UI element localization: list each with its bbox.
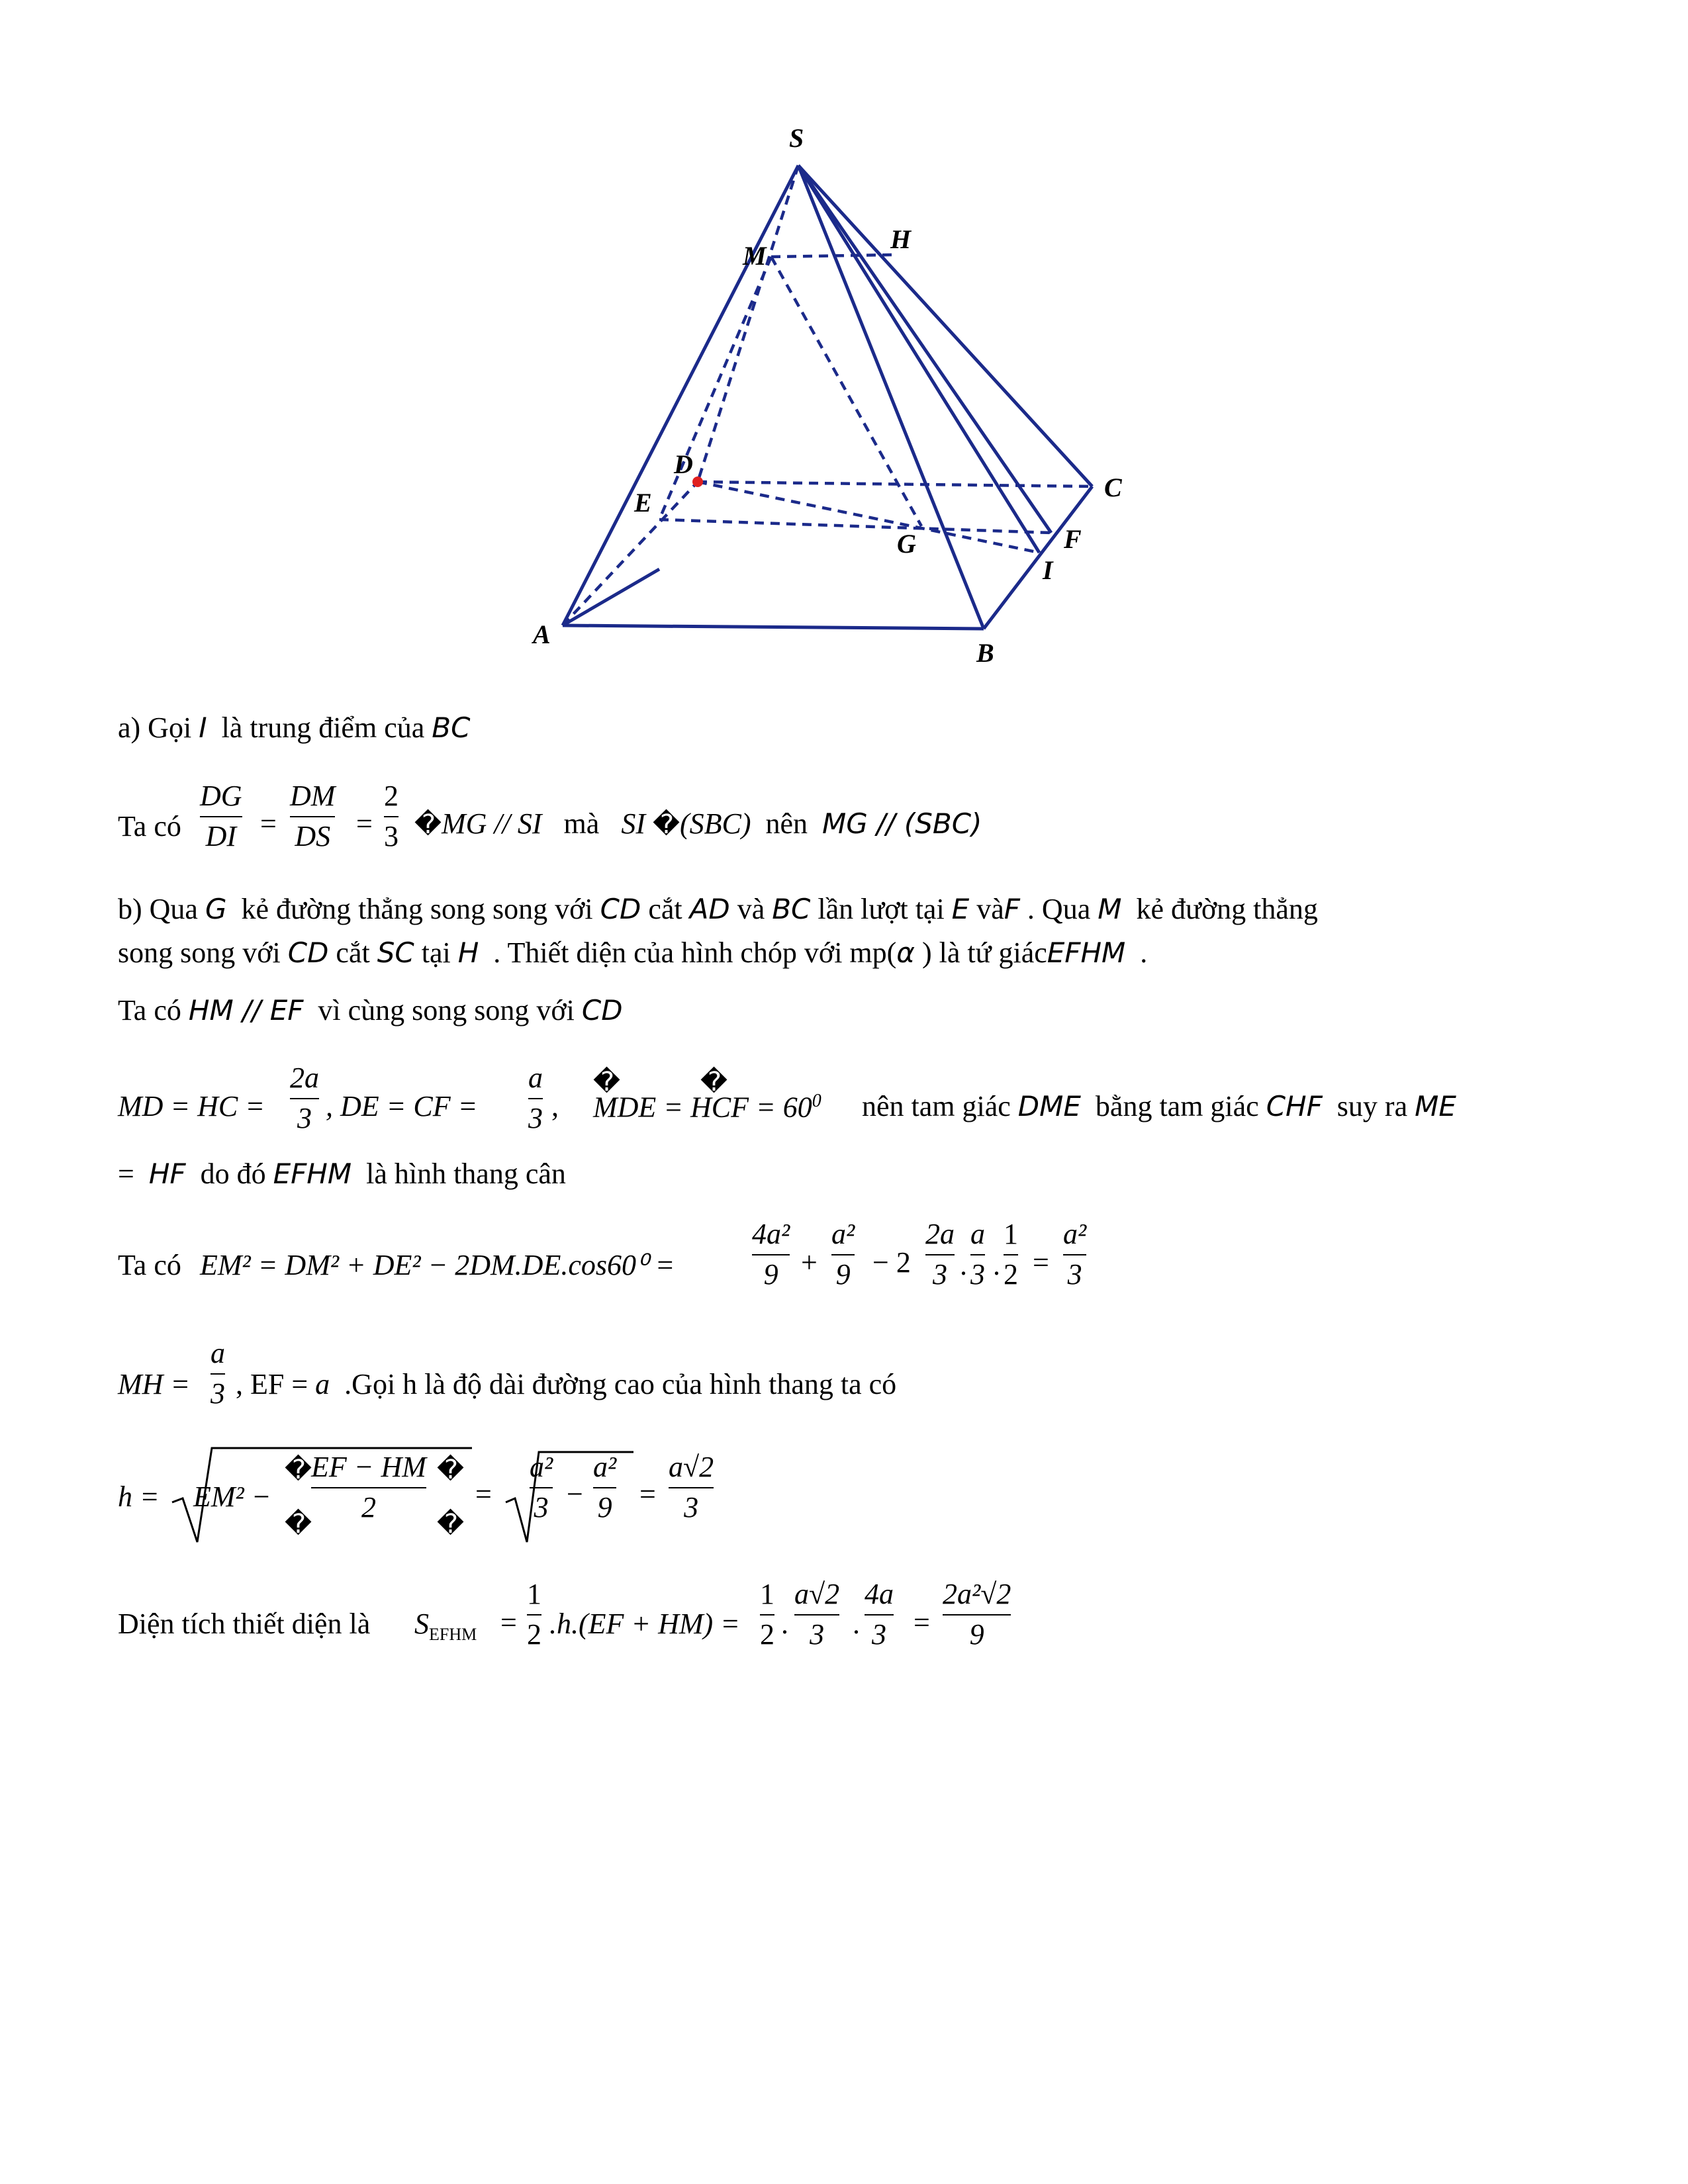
mg-parallel-si: MG // SI [442,807,542,840]
frac-result: 2a²√2 9 [943,1578,1011,1651]
frac-a-3: a 3 [528,1062,543,1134]
frac-dm-ds: DM DS [290,780,336,852]
var-i: I [199,711,207,744]
part-b-line7: , EF = a .Gọi h là độ dài đường cao của hình thang ta có [236,1368,897,1400]
text: nên [765,807,808,840]
frac-half-2: 1 2 [760,1578,774,1651]
var-bc: BC [432,711,471,744]
frac-a2-3b: a² 3 [530,1451,553,1524]
label-i: I [1043,555,1053,585]
label-b: B [976,638,994,668]
em2-minus: EM² − [193,1480,271,1513]
frac-2a-3b: 2a 3 [925,1218,955,1291]
label-m: M [743,241,767,271]
frac-2-3: 2 3 [384,780,399,852]
label-g: G [897,529,916,559]
edge-sa [563,165,798,625]
angle-eq: MDE = HCF = $60^0$ [593,1091,821,1124]
frac-a2-3: a² 3 [1063,1218,1087,1291]
taco-a: Ta có [118,810,181,842]
edge-ab [563,625,984,629]
conclusion: MG // (SBC) [822,807,982,840]
frac-a-root2-3: a√2 3 [669,1451,714,1524]
si: SI [621,807,645,840]
area-mid: .h.(EF + HM) = [549,1608,740,1640]
area-label: Diện tích thiết diện là [118,1608,371,1640]
edge-si [798,165,1039,553]
frac-mh: a 3 [211,1337,225,1410]
pyramid-figure [530,106,1152,688]
edge-sd [698,165,798,482]
hat-glyph: � [593,1067,621,1097]
edge-me [659,257,771,520]
text: a) Gọi [118,711,192,744]
frac-4a2-9: 4a² 9 [752,1218,790,1291]
part-b-line4-text: nên tam giác DME bằng tam giác CHF suy ra ME [862,1090,1456,1122]
taco-b: Ta có [118,1249,181,1281]
edge-bc [984,486,1092,629]
h-eq: h = [118,1480,160,1513]
label-f: F [1064,524,1082,554]
frac-a2-9b: a² 9 [593,1451,617,1524]
edge-dc [698,482,1092,486]
edge-sc [798,165,1092,486]
sbc: (SBC) [679,807,751,840]
replacement-glyph: � [414,809,442,840]
frac-4a-3: 4a 3 [865,1578,894,1651]
edge-ad [563,482,698,625]
label-h: H [890,224,912,254]
text: mà [563,807,600,840]
frac-dg-di: DG DI [200,780,242,852]
de-cf: , DE = CF = [326,1090,478,1122]
frac-1-2: 1 2 [1004,1218,1018,1291]
label-e: E [634,488,652,518]
part-b-line3: Ta có HM // EF vì cùng song song với CD [118,994,623,1026]
md-hc: MD = HC = [118,1090,265,1122]
frac-half: 1 2 [527,1578,541,1651]
part-b-line1: b) Qua G kẻ đường thẳng song song với CD cắt AD và BC lần lượt tại E vàF . Qua M kẻ đường thẳng [118,893,1318,925]
point-d [692,477,703,487]
label-d: D [674,449,693,479]
edge-ef [659,520,1051,533]
edge-di [698,482,1039,553]
frac-a-3b: a 3 [970,1218,985,1291]
edge-mh [771,255,892,257]
s-efhm: $S_{EFHM}$ [414,1608,477,1644]
frac-ef-hm: EF − HM 2 [311,1451,426,1524]
mh-eq: MH = [118,1368,191,1400]
label-a: A [533,619,551,649]
hat-glyph: � [700,1067,728,1097]
em-squared-expr: EM² = DM² + DE² − 2DM.DE.cos60⁰ = [200,1249,675,1281]
frac-a-root2-3b: a√2 3 [794,1578,840,1651]
edge-mg [771,257,921,526]
part-b-line5: = HF do đó EFHM là hình thang cân [118,1158,566,1190]
part-b-line2: song song với CD cắt SC tại H . Thiết diện của hình chóp với mp(α ) là tứ giácEFHM . [118,936,1148,969]
text: là trung điểm của [221,711,425,744]
part-a-line1 [118,713,470,743]
label-c: C [1104,473,1122,502]
frac-2a-3: 2a 3 [290,1062,319,1134]
frac-a2-9: a² 9 [831,1218,855,1291]
replacement-glyph: � [652,809,680,840]
label-s: S [789,123,804,153]
